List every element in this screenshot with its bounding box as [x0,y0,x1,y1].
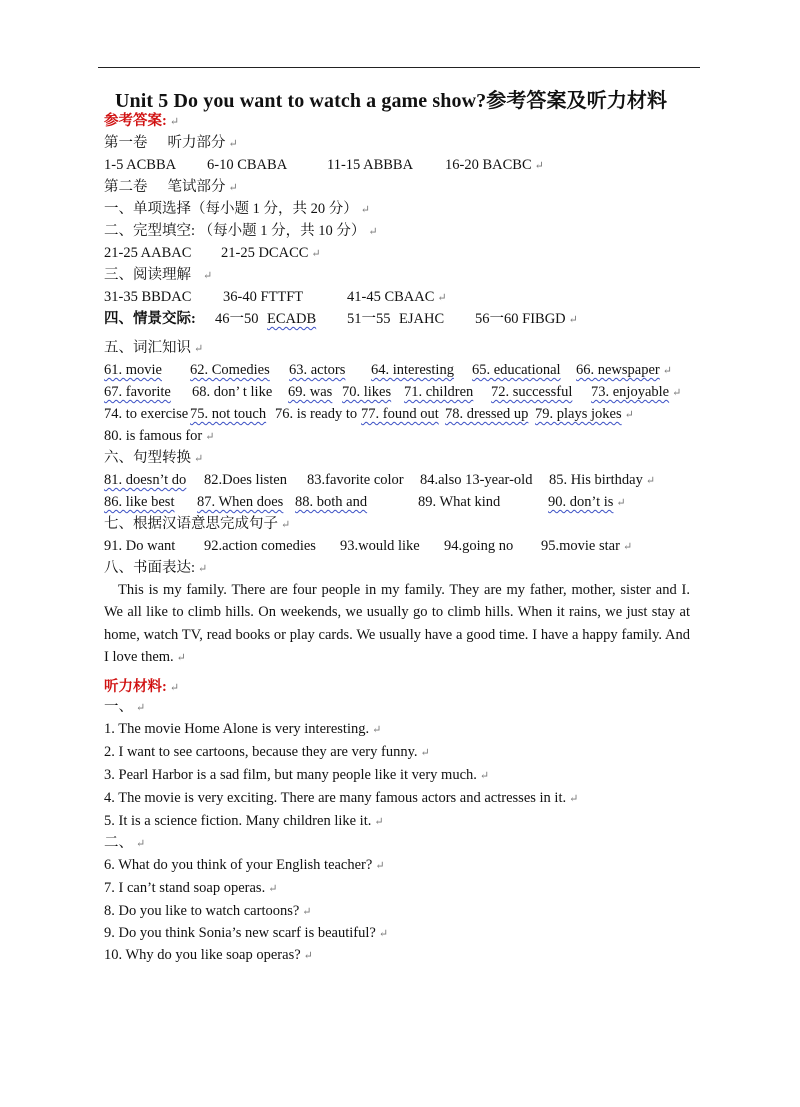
script-line-3: 3. Pearl Harbor is a sad film, but many people like it very much. ↵ [104,767,490,783]
script-heading: 听力材料: ↵ [104,679,180,695]
section1-heading: 一、单项选择（每小题 1 分，共 20 分） ↵ [104,201,370,217]
section8-heading: 八、书面表达: ↵ [104,560,208,576]
answers-heading: 参考答案: ↵ [104,113,180,129]
section3-heading: 三、阅读理解 ↵ [104,267,213,283]
page-title: Unit 5 Do you want to watch a game show?参考答案及听力材料 [115,90,668,112]
reading-answers: 31-35 BBDAC 36-40 FTTFT 41-45 CBAAC ↵ [104,289,447,305]
complete-row: 91. Do want 92.action comedies 93.would like 94.going no 95.movie star ↵ [104,538,633,554]
section5-heading: 五、词汇知识 ↵ [104,340,204,356]
transform-row-2: 86. like best 87. When does 88. both and 89. What kind 90. don’t is ↵ [104,494,626,510]
script-section1: 一、 ↵ [104,699,146,715]
script-line-1: 1. The movie Home Alone is very interesting. ↵ [104,721,382,737]
script-section2: 二、 ↵ [104,835,146,851]
section4-answers: 四、情景交际: 46一50 ECADB 51一55 EJAHC 56一60 FIBGD ↵ [104,311,578,327]
vocab-row-1: 61. movie 62. Comedies 63. actors 64. interesting 65. educational 66. newspaper ↵ [104,362,672,378]
script-line-4: 4. The movie is very exciting. There are many famous actors and actresses in it. ↵ [104,790,579,806]
cloze-answers: 21-25 AABAC 21-25 DCACC ↵ [104,245,321,261]
section6-heading: 六、句型转换 ↵ [104,450,204,466]
script-line-7: 7. I can’t stand soap operas. ↵ [104,880,278,896]
listening-answers: 1-5 ACBBA 6-10 CBABA 11-15 ABBBA 16-20 BACBC ↵ [104,157,544,173]
script-line-6: 6. What do you think of your English teacher? ↵ [104,857,385,873]
vocab-row-4: 80. is famous for ↵ [104,428,215,444]
header-rule [98,67,700,68]
part2-heading: 第二卷 笔试部分 ↵ [104,179,238,195]
vocab-row-3: 74. to exercise 75. not touch 76. is ready to 77. found out 78. dressed up 79. plays jokes ↵ [104,406,634,422]
part1-heading: 第一卷 听力部分 ↵ [104,135,238,151]
script-line-8: 8. Do you like to watch cartoons? ↵ [104,903,312,919]
essay-paragraph: This is my family. There are four people in my family. They are my father, mother, sister and I. We all like to climb hills. On weekends, we usually go to climb hills. When it rains, we just stay at home, watch TV, read books or play cards. We usually have a good time. I have a happy family. And I love them. ↵ [104,582,690,665]
script-line-10: 10. Why do you like soap operas? ↵ [104,947,313,963]
vocab-row-2: 67. favorite 68. don’ t like 69. was 70. likes 71. children 72. successful 73. enjoyable ↵ [104,384,682,400]
transform-row-1: 81. doesn’t do 82.Does listen 83.favorite color 84.also 13-year-old 85. His birthday ↵ [104,472,656,488]
section7-heading: 七、根据汉语意思完成句子 ↵ [104,516,291,532]
section2-heading: 二、完型填空: （每小题 1 分，共 10 分） ↵ [104,223,378,239]
script-line-2: 2. I want to see cartoons, because they are very funny. ↵ [104,744,430,760]
script-line-9: 9. Do you think Sonia’s new scarf is beautiful? ↵ [104,925,389,941]
script-line-5: 5. It is a science fiction. Many children like it. ↵ [104,813,384,829]
